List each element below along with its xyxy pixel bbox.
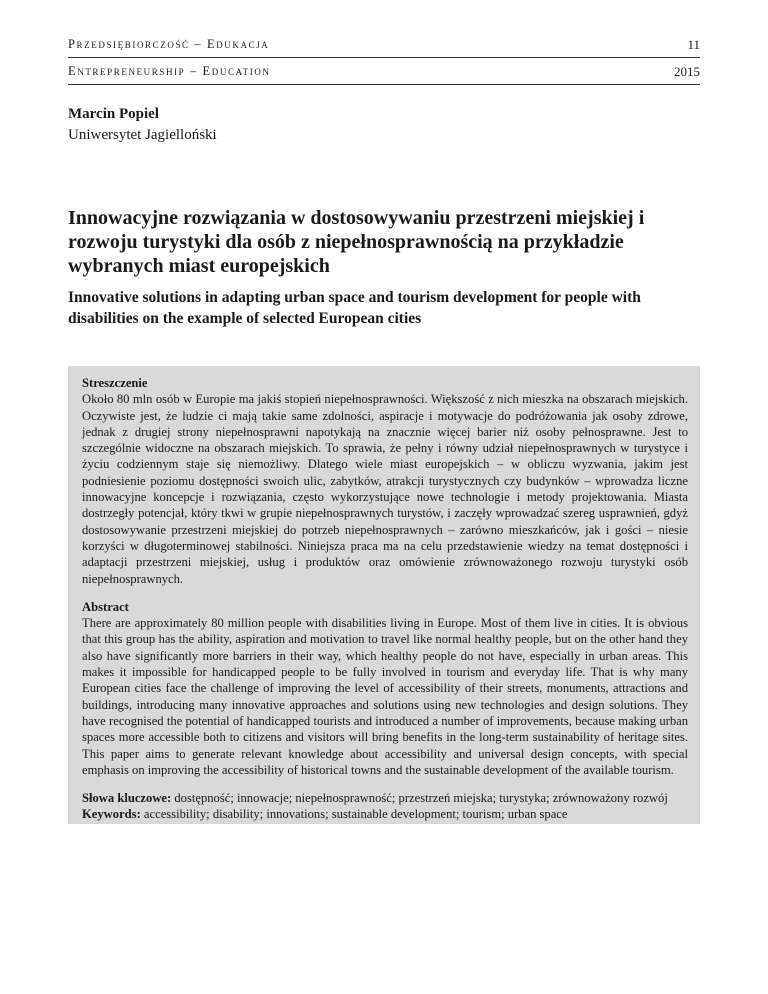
keywords-en-label: Keywords: — [82, 807, 141, 822]
paper-title-en: Innovative solutions in adapting urban space and tourism development for people with disabilities on the example of selected European cities — [68, 289, 641, 327]
keywords-pl — [82, 790, 688, 806]
header-rule-bottom — [68, 84, 700, 85]
keywords-pl-label: Słowa kluczowe: — [82, 791, 172, 806]
streszczenie-heading: Streszczenie — [82, 376, 148, 390]
journal-name-en: Entrepreneurship – Education — [68, 64, 271, 78]
author-name: Marcin Popiel — [68, 106, 159, 122]
abstract-text: There are approximately 80 million people with disabilities living in Europe. Most of them live in cities. It is obvious that this group has the ability, aspiration and motivation to travel like normal healthy people, but on the other hand they also have significantly more barriers in their way, which healthy people do not have, especially in urban areas. This makes it impossible for handicapped people to be fully involved in tourism and everyday life. That is why many European cities face the challenge of improving the level of accessibility of their streets, monuments, attractions and buildings, introducing many innovative approaches and solutions using new technologies and design solutions. They have recognised the potential of handicapped tourists and introduced a number of improvements, because making urban spaces more accessible both to citizens and visitors will bring benefits in the long-term sustainability of heritage sites. This paper aims to generate relevant knowledge about accessibility and universal design concepts, with special emphasis on improving the accessibility of historical towns and the sustainable development of the available tourism. — [82, 616, 688, 777]
journal-name-pl: Przedsiębiorczość – Edukacja — [68, 37, 270, 51]
journal-header-pl — [68, 37, 700, 52]
journal-header-en — [68, 64, 700, 79]
publication-year: 2015 — [674, 64, 700, 79]
streszczenie-text: Około 80 mln osób w Europie ma jakiś stopień niepełnosprawności. Większość z nich mieszka na obszarach miejskich. Oczywiste jest, że ludzie ci mają takie same zdolności, aspiracje i motywacje do podróżowania jak osoby zdrowe, jednak z drugiej strony niepełnosprawni napotykają na znacznie więcej barier niż osoby pełnosprawne. Jest to szczególnie widoczne na obszarach miejskich. To sprawia, że pełny i równy udział niepełnosprawnych w turystyce i życiu codziennym staje się niemożliwy. Dlatego wiele miast europejskich – w obliczu wyzwania, jakim jest podniesienie poziomu dostępności swoich ulic, zabytków, atrakcji turystycznych czy budynków – wprowadza liczne innowacyjne koncepcje i rozwiązania, często wykorzystujące nowe technologie i metody projektowania. Miasta dostrzegły potencjał, który tkwi w grupie niepełnosprawnych turystów, i zaczęły wprowadzać szereg usprawnień, gdyż dostosowywanie przestrzeni miejskiej do potrzeb niepełnosprawnych – zarówno mieszkańców, jak i gości – niesie korzyści w długoterminowej stabilności. Niniejsza praca ma na celu przedstawienie wiedzy na temat dostępności i adaptacji przestrzeni miejskiej, usług i produktów oraz omówienie zrównoważonego rozwoju turystyki osób niepełnosprawnych. — [82, 392, 688, 586]
paper-title-pl: Innowacyjne rozwiązania w dostosowywaniu przestrzeni miejskiej i rozwoju turystyki dla osób z niepełnosprawnością na przykładzie wybranych miast europejskich — [68, 207, 645, 277]
abstract-heading: Abstract — [82, 599, 129, 614]
author-affiliation: Uniwersytet Jagielloński — [68, 127, 217, 143]
volume-number: 11 — [687, 37, 700, 52]
keywords-pl-text: dostępność; innowacje; niepełnosprawność; przestrzeń miejska; turystyka; zrównoważony rozwój — [174, 791, 668, 806]
keywords-en — [82, 806, 688, 822]
abstract-box — [68, 366, 700, 824]
keywords-en-text: accessibility; disability; innovations; sustainable development; tourism; urban space — [143, 807, 568, 822]
header-rule-top — [68, 57, 700, 58]
